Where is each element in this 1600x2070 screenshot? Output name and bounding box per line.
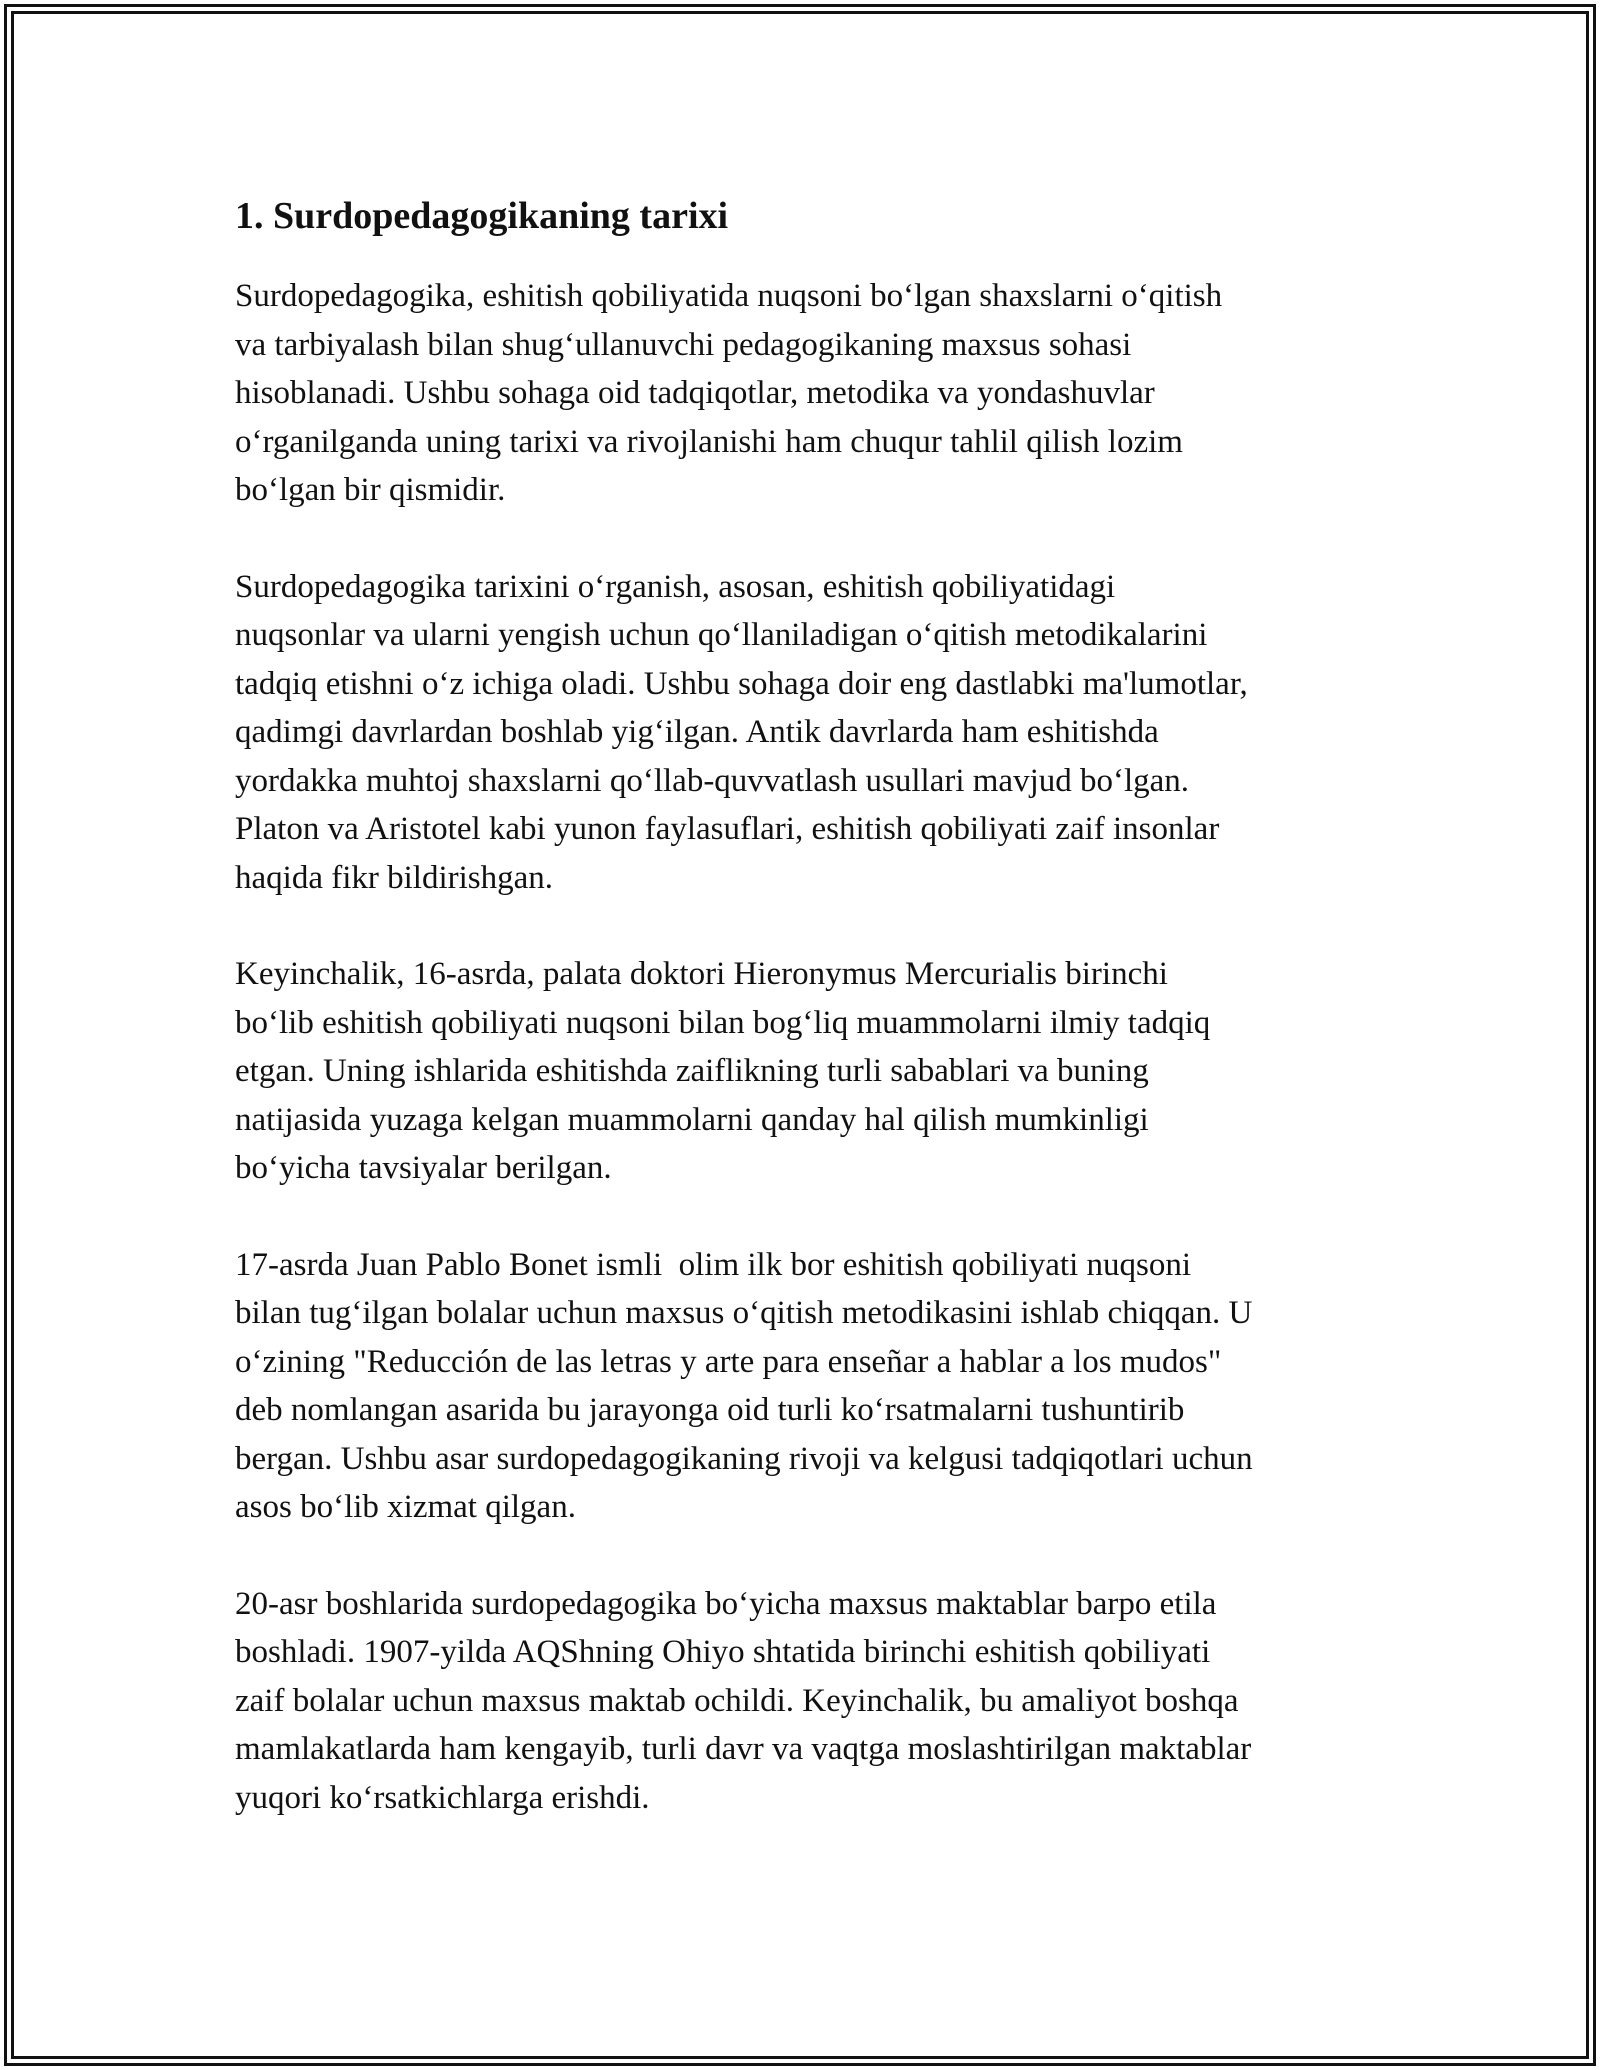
text-line: boshladi. 1907-yilda AQShning Ohiyo shtatida birinchi eshitish qobiliyati	[235, 1634, 1211, 1670]
text-line: tadqiq etishni o‘z ichiga oladi. Ushbu sohaga doir eng dastlabki ma'lumotlar,	[235, 665, 1248, 702]
paragraph-1	[235, 272, 1370, 515]
paragraph-3	[235, 950, 1370, 1193]
text-line: 17-asrda Juan Pablo Bonet ismli olim ilk bor eshitish qobiliyati nuqsoni	[235, 1246, 1192, 1283]
text-line: mamlakatlarda ham kengayib, turli davr va vaqtga moslashtirilgan maktablar	[235, 1731, 1252, 1767]
document-body	[235, 188, 1370, 1870]
text-line: deb nomlangan asarida bu jarayonga oid turli ko‘rsatmalarni tushuntirib	[235, 1392, 1185, 1428]
text-line: yordakka muhtoj shaxslarni qo‘llab-quvvatlash usullari mavjud bo‘lgan.	[235, 762, 1190, 799]
text-line: bo‘lib eshitish qobiliyati nuqsoni bilan bog‘liq muammolarni ilmiy tadqiq	[235, 1004, 1211, 1041]
text-line: nuqsonlar va ularni yengish uchun qo‘llaniladigan o‘qitish metodikalarini	[235, 617, 1208, 653]
text-line: bergan. Ushbu asar surdopedagogikaning rivoji va kelgusi tadqiqotlari uchun	[235, 1440, 1253, 1477]
text-line: va tarbiyalash bilan shug‘ullanuvchi pedagogikaning maxsus sohasi	[235, 326, 1132, 363]
text-line: Surdopedagogika tarixini o‘rganish, asosan, eshitish qobiliyatidagi	[235, 568, 1116, 605]
text-line: bilan tug‘ilgan bolalar uchun maxsus o‘qitish metodikasini ishlab chiqqan. U	[235, 1295, 1253, 1331]
text-line: zaif bolalar uchun maxsus maktab ochildi. Keyinchalik, bu amaliyot boshqa	[235, 1682, 1239, 1719]
text-line: o‘rganilganda uning tarixi va rivojlanishi ham chuqur tahlil qilish lozim	[235, 423, 1183, 460]
text-line: bo‘lgan bir qismidir.	[235, 472, 506, 508]
text-line: o‘zining "Reducción de las letras y arte para enseñar a hablar a los mudos"	[235, 1343, 1222, 1380]
text-line: etgan. Uning ishlarida eshitishda zaiflikning turli sabablari va buning	[235, 1053, 1149, 1089]
text-line: bo‘yicha tavsiyalar berilgan.	[235, 1150, 612, 1186]
text-line: Keyinchalik, 16-asrda, palata doktori Hieronymus Mercurialis birinchi	[235, 956, 1168, 992]
paragraph-list	[235, 272, 1370, 1822]
text-line: Surdopedagogika, eshitish qobiliyatida nuqsoni bo‘lgan shaxslarni o‘qitish	[235, 278, 1223, 314]
paragraph-5	[235, 1580, 1370, 1823]
document-title: 1. Surdopedagogikaning tarixi	[235, 195, 729, 237]
paragraph-2	[235, 563, 1370, 903]
text-line: 20-asr boshlarida surdopedagogika bo‘yicha maxsus maktablar barpo etila	[235, 1585, 1217, 1622]
text-line: asos bo‘lib xizmat qilgan.	[235, 1489, 576, 1525]
text-line: haqida fikr bildirishgan.	[235, 859, 554, 896]
text-line: natijasida yuzaga kelgan muammolarni qanday hal qilish mumkinligi	[235, 1101, 1149, 1138]
text-line: yuqori ko‘rsatkichlarga erishdi.	[235, 1779, 650, 1816]
text-line: Platon va Aristotel kabi yunon faylasuflari, eshitish qobiliyati zaif insonlar	[235, 811, 1220, 847]
text-line: qadimgi davrlardan boshlab yig‘ilgan. Antik davrlarda ham eshitishda	[235, 714, 1159, 750]
text-line: hisoblanadi. Ushbu sohaga oid tadqiqotlar, metodika va yondashuvlar	[235, 375, 1155, 411]
paragraph-4	[235, 1241, 1370, 1532]
